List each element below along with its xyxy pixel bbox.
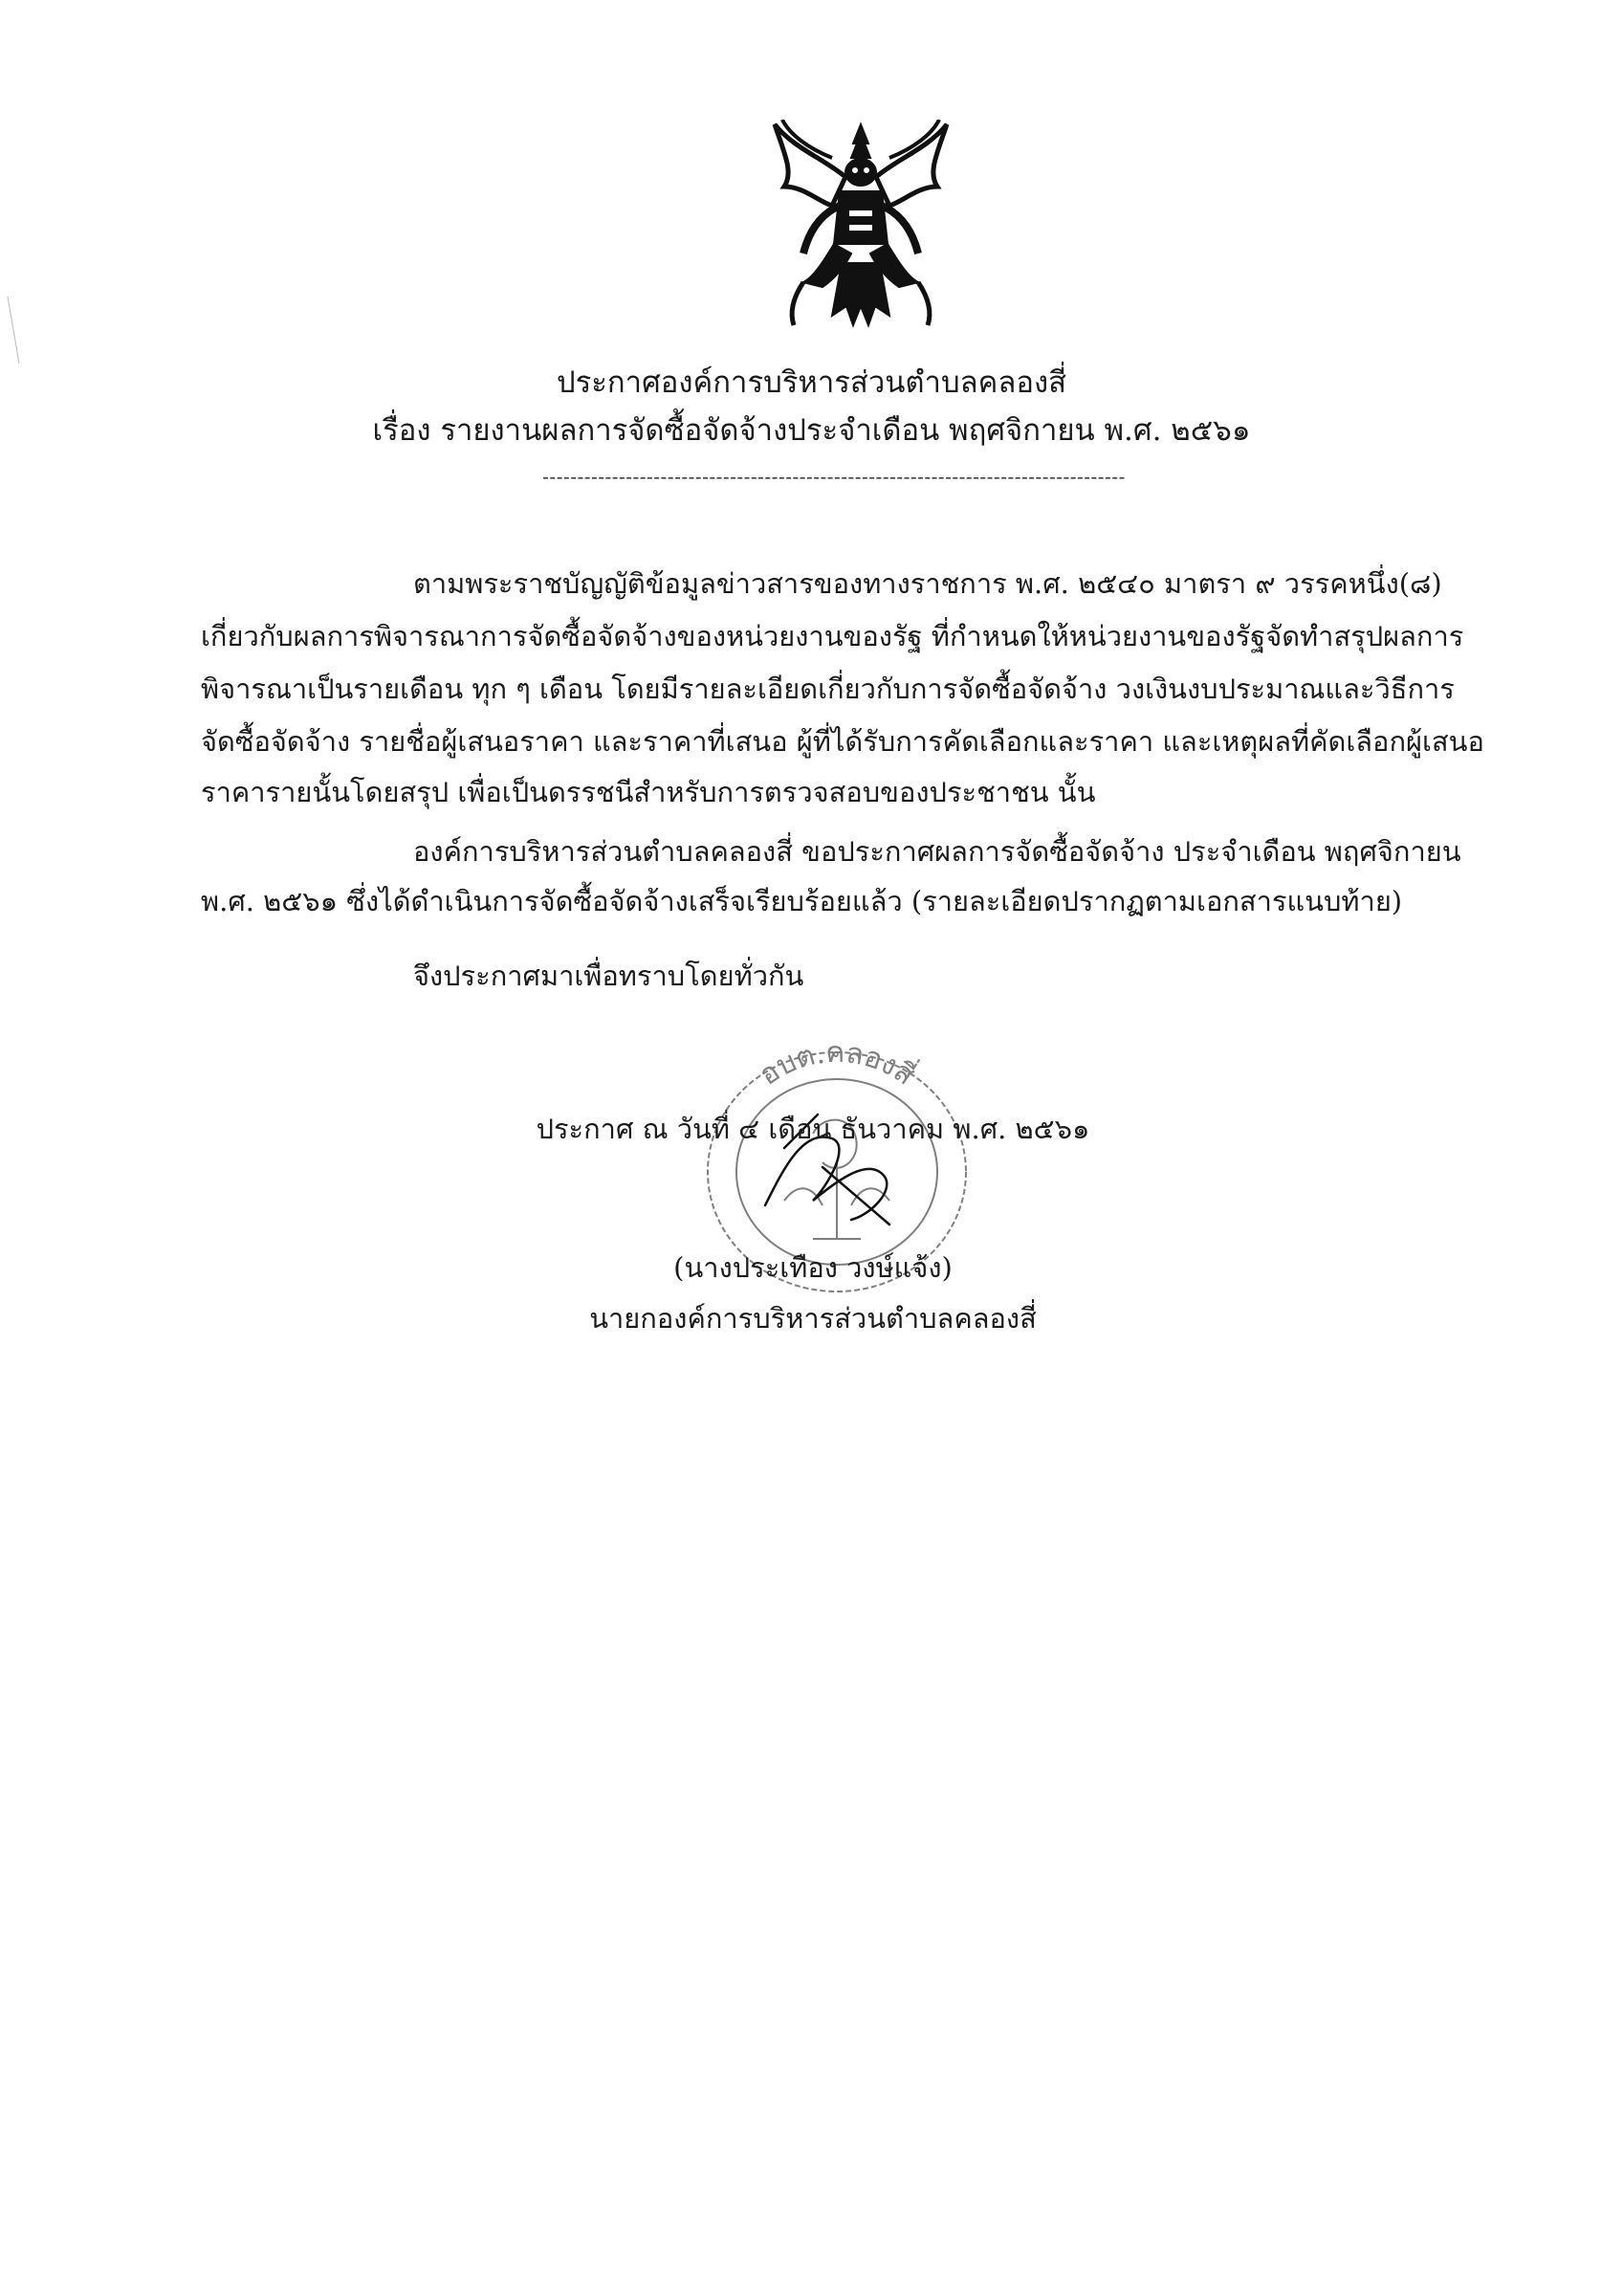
garuda-emblem-icon — [765, 120, 956, 340]
paragraph2-line1: องค์การบริหารส่วนตำบลคลองสี่ ขอประกาศผลการจัดซื้อจัดจ้าง ประจำเดือน พฤศจิกายน — [413, 835, 1461, 868]
announcement-date: ประกาศ ณ วันที่ ๔ เดือน ธันวาคม พ.ศ. ๒๕๖๑ — [536, 1113, 1090, 1145]
paragraph1-line4: จัดซื้อจัดจ้าง รายชื่อผู้เสนอราคา และราคาที่เสนอ ผู้ที่ได้รับการคัดเลือกและราคา และเหตุผลที่คัดเลือกผู้เสนอ — [201, 725, 1484, 758]
closing-line: จึงประกาศมาเพื่อทราบโดยทั่วกัน — [413, 960, 804, 992]
paragraph1-line1: ตามพระราชบัญญัติข้อมูลข่าวสารของทางราชการ พ.ศ. ๒๕๔๐ มาตรา ๙ วรรคหนึ่ง(๘) — [413, 567, 1442, 600]
paragraph1-line5: ราคารายนั้นโดยสรุป เพื่อเป็นดรรชนีสำหรับการตรวจสอบของประชาชน นั้น — [201, 776, 1096, 808]
scan-specks — [0, 0, 57, 402]
announcement-title: ประกาศองค์การบริหารส่วนตำบลคลองสี่ — [556, 365, 1067, 400]
title-divider: ------------------------------------------------------------------------------------ — [542, 465, 1126, 488]
svg-text:อบต.คลองสี่ — [754, 1036, 923, 1093]
seal-text: อบต.คลองสี่ — [753, 1035, 921, 1093]
signer-title: นายกองค์การบริหารส่วนตำบลคลองสี่ — [589, 1302, 1037, 1335]
announcement-subject: เรื่อง รายงานผลการจัดซื้อจัดจ้างประจำเดือน พฤศจิกายน พ.ศ. ๒๕๖๑ — [372, 413, 1251, 448]
paragraph1-line3: พิจารณาเป็นรายเดือน ทุก ๆ เดือน โดยมีรายละเอียดเกี่ยวกับการจัดซื้อจัดจ้าง วงเงินงบประมาณและวิธีการ — [201, 673, 1455, 705]
paragraph1-line2: เกี่ยวกับผลการพิจารณาการจัดซื้อจัดจ้างของหน่วยงานของรัฐ ที่กำหนดให้หน่วยงานของรัฐจัดทำสรุปผลการ — [201, 620, 1464, 652]
paragraph2-line2: พ.ศ. ๒๕๖๑ ซึ่งได้ดำเนินการจัดซื้อจัดจ้างเสร็จเรียบร้อยแล้ว (รายละเอียดปรากฏตามเอกสารแนบท้าย) — [201, 885, 1403, 917]
signer-name: (นางประเทือง วงษ์แจ้ง) — [673, 1251, 953, 1284]
